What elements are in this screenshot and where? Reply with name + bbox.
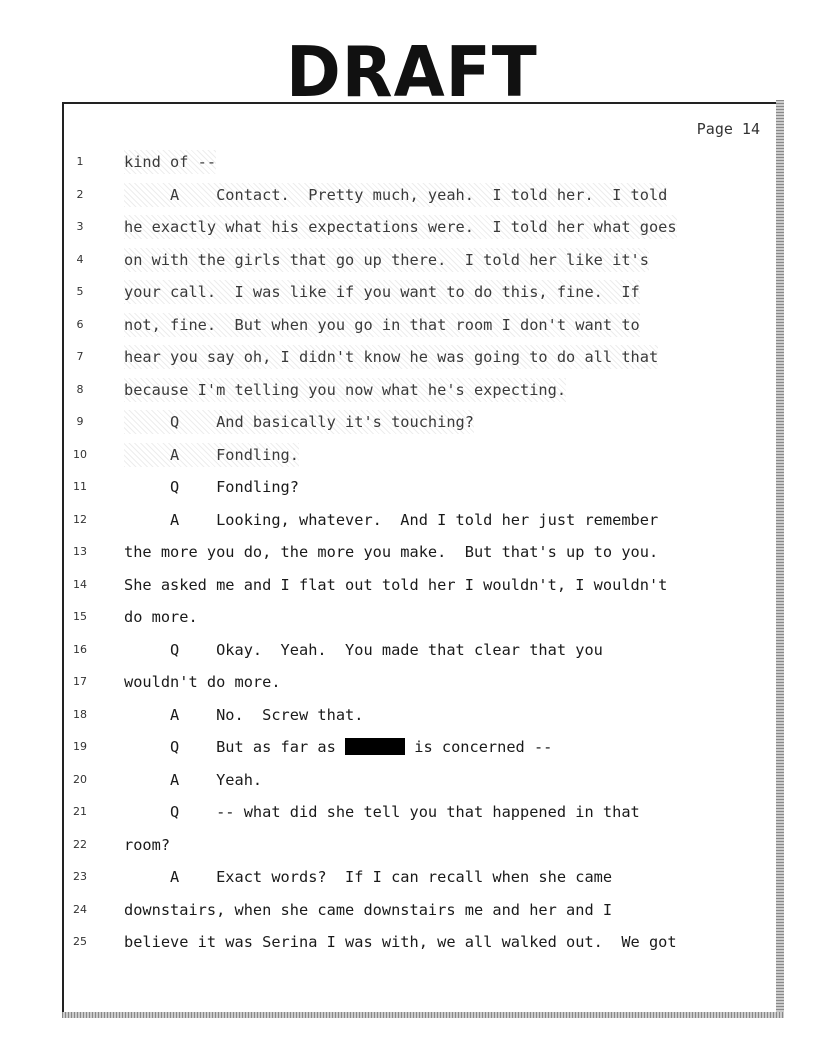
transcript-line [0,833,817,857]
line-number: 17 [73,675,87,688]
line-text: the more you do, the more you make. But that's up to you. [124,543,659,561]
line-text: he exactly what his expectations were. I told her what goes [124,215,677,239]
transcript-line [0,183,817,207]
line-number: 9 [76,415,84,428]
line-number: 6 [76,317,84,331]
line-text: A No. Screw that. [124,705,364,724]
line-number: 21 [73,805,87,818]
line-text-redacted [124,735,552,759]
line-text: on with the girls that go up there. I told her like it's [124,248,649,272]
line-text: because I'm telling you now what he's expecting. [124,378,566,402]
line-number: 3 [76,220,84,233]
redaction-bar [345,738,405,755]
transcript-line [0,768,817,792]
line-text: Q Fondling? [124,478,299,496]
transcript-line [0,345,817,369]
line-number: 8 [76,382,84,396]
transcript-line [0,865,817,889]
transcript-line [0,443,817,467]
line-text: downstairs, when she came downstairs me and her and I [124,900,613,919]
line-number: 19 [73,740,87,753]
line-text-after-redaction: is concerned -- [405,738,553,756]
transcript-line [0,605,817,629]
transcript-line [0,280,817,304]
line-number: 18 [73,707,87,721]
line-number: 16 [73,642,87,656]
line-number: 24 [73,902,87,916]
line-text: A Yeah. [124,770,263,789]
transcript-line [0,703,817,727]
line-number: 12 [73,512,87,526]
line-text: Q -- what did she tell you that happened in that [124,803,640,821]
transcript-line [0,508,817,532]
transcript-line [0,898,817,922]
transcript-line [0,410,817,434]
line-number: 22 [73,837,87,851]
line-number: 25 [73,935,87,948]
line-text: do more. [124,608,198,626]
line-number: 14 [73,577,87,591]
transcript-line [0,150,817,174]
transcript-line [0,378,817,402]
transcript-line [0,540,817,564]
transcript-line [0,638,817,662]
transcript-line [0,248,817,272]
line-text: your call. I was like if you want to do this, fine. If [124,280,640,304]
line-text: A Contact. Pretty much, yeah. I told her. I told [124,183,667,207]
line-text: wouldn't do more. [124,673,281,691]
line-text: not, fine. But when you go in that room I don't want to [124,313,640,337]
line-text: believe it was Serina I was with, we all walked out. We got [124,933,677,951]
line-number: 2 [76,187,84,201]
line-number: 20 [73,772,87,786]
line-text: Q Okay. Yeah. You made that clear that you [124,640,603,659]
line-number: 10 [73,447,87,461]
line-number: 4 [76,252,84,266]
line-number: 5 [76,285,84,298]
line-number: 7 [76,350,84,363]
line-text: A Looking, whatever. And I told her just remember [124,510,659,529]
line-text: She asked me and I flat out told her I wouldn't, I wouldn't [124,575,668,594]
line-number: 15 [73,610,87,623]
transcript-line [0,735,817,759]
page-number: Page 14 [696,120,760,138]
line-text: kind of -- [124,150,216,174]
line-number: 1 [76,155,84,168]
line-text-before-redaction: Q But as far as [124,738,346,756]
line-text: room? [124,835,171,854]
line-text: hear you say oh, I didn't know he was going to do all that [124,345,658,369]
line-text: A Exact words? If I can recall when she came [124,868,613,886]
transcript-line [0,475,817,499]
line-number: 11 [73,480,87,493]
transcript-line [0,800,817,824]
line-number: 13 [73,545,87,558]
line-text: Q And basically it's touching? [124,410,474,434]
transcript-line [0,573,817,597]
transcript-line [0,670,817,694]
line-number: 23 [73,870,87,883]
transcript-line [0,313,817,337]
draft-stamp: DRAFT [286,32,538,113]
line-text: A Fondling. [124,443,299,467]
transcript-line [0,930,817,954]
transcript-line [0,215,817,239]
